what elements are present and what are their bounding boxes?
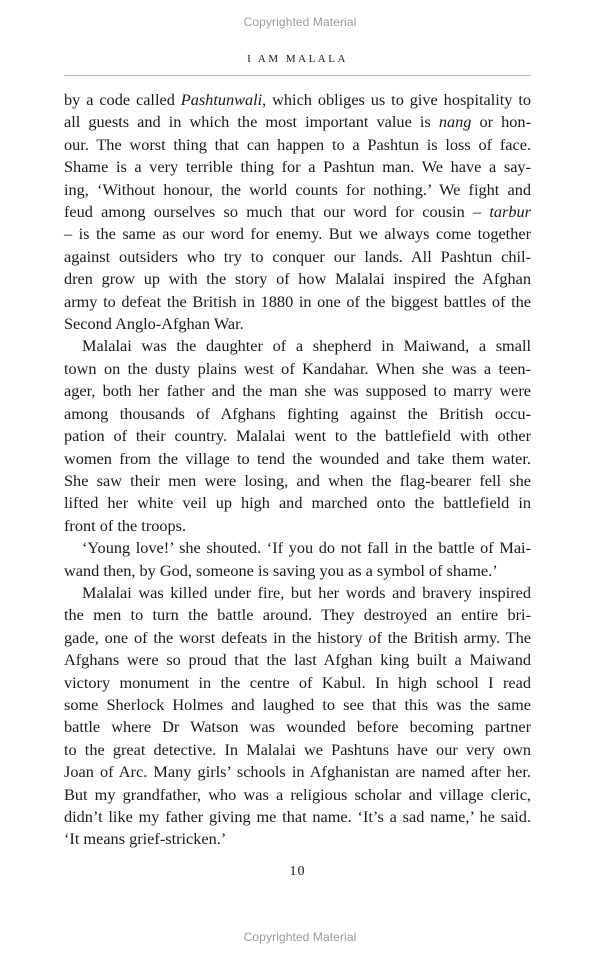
text-run: ing, ‘Without honour, the world counts for nothing.’ We fight and — [64, 179, 531, 199]
text-line — [64, 739, 531, 761]
text-line — [64, 672, 531, 694]
text-run: women from the village to tend the wounded and take them water. — [64, 448, 531, 468]
running-head: I AM MALALA — [247, 53, 348, 65]
text-line — [64, 111, 531, 133]
text-run: by a code called — [64, 90, 181, 109]
text-line — [64, 223, 531, 245]
text-line — [64, 179, 531, 201]
text-line — [64, 537, 531, 559]
text-run: gade, one of the worst defeats in the history of the British army. The — [64, 627, 531, 647]
text-run: or hon- — [471, 112, 531, 132]
italic-term: Pashtunwali — [180, 90, 263, 109]
text-line — [64, 604, 531, 626]
text-run: army to defeat the British in 1880 in one of the biggest battles of the — [64, 291, 531, 311]
text-run: ager, both her father and the man she was supposed to marry were — [64, 381, 531, 401]
text-line — [64, 313, 531, 335]
text-run: to the great detective. In Malalai we Pashtuns have our very own — [64, 739, 531, 759]
text-line — [64, 335, 531, 357]
text-run: wand then, by God, someone is saving you as a symbol of shame.’ — [64, 560, 498, 580]
text-run: ‘Young love!’ she shouted. ‘If you do not fall in the battle of Mai- — [82, 538, 531, 558]
text-run: Malalai was killed under fire, but her words and bravery inspired — [82, 582, 531, 602]
copyright-watermark-bottom: Copyrighted Material — [243, 930, 357, 944]
text-line — [64, 716, 531, 738]
text-run: against outsiders who try to conquer our lands. All Pashtun chil- — [64, 246, 531, 266]
text-run: the men to turn the battle around. They destroyed an entire bri- — [64, 605, 531, 625]
text-line — [64, 694, 531, 716]
text-run: all guests and in which the most important value is — [64, 112, 439, 132]
text-run: She saw their men were losing, and when the flag-bearer fell she — [64, 470, 531, 490]
text-line — [64, 492, 531, 514]
text-line — [64, 380, 531, 402]
text-run: lifted her white veil up high and marched onto the battlefield in — [64, 493, 531, 513]
text-run: Joan of Arc. Many girls’ schools in Afghanistan are named after her. — [64, 762, 531, 782]
text-line — [64, 156, 531, 178]
text-run: among thousands of Afghans fighting against the British occu- — [64, 403, 531, 423]
text-line — [64, 806, 531, 828]
text-line — [64, 403, 531, 425]
text-run: Malalai was the daughter of a shepherd in Maiwand, a small — [82, 336, 531, 356]
text-line — [64, 425, 531, 447]
text-run: Afghans were so proud that the last Afghan king built a Maiwand — [64, 650, 531, 670]
body-text — [64, 89, 531, 851]
text-run: Second Anglo-Afghan War. — [64, 314, 244, 334]
text-line — [64, 448, 531, 470]
text-run: ‘It means grief-stricken.’ — [64, 829, 227, 849]
text-line — [64, 268, 531, 290]
italic-term: tarbur — [489, 202, 531, 222]
text-run: Shame is a very terrible thing for a Pashtun man. We have a say- — [64, 157, 531, 177]
text-line — [64, 89, 531, 111]
text-line — [64, 470, 531, 492]
italic-term: nang — [438, 112, 472, 132]
text-run: town on the dusty plains west of Kandahar. When she was a teen- — [64, 358, 531, 378]
text-run: pation of their country. Malalai went to the battlefield with other — [64, 426, 531, 446]
text-run: our. The worst thing that can happen to a Pashtun is loss of face. — [64, 134, 531, 154]
text-line — [64, 582, 531, 604]
text-run: victory monument in the centre of Kabul. In high school I read — [64, 672, 531, 692]
text-line — [64, 134, 531, 156]
text-run: , which obliges us to give hospitality to — [262, 90, 531, 109]
text-line — [64, 761, 531, 783]
text-line — [64, 627, 531, 649]
text-run: didn’t like my father giving me that name. ‘It’s a sad name,’ he said. — [64, 807, 531, 826]
text-line — [64, 649, 531, 671]
text-line — [64, 246, 531, 268]
page-number: 10 — [289, 864, 306, 879]
text-run: some Sherlock Holmes and laughed to see that this was the same — [64, 694, 531, 714]
header-rule — [64, 75, 531, 76]
text-line — [64, 291, 531, 313]
text-line — [64, 828, 531, 850]
text-run: feud among ourselves so much that our word for cousin – — [64, 202, 490, 222]
text-line — [64, 560, 531, 582]
text-line — [64, 201, 531, 223]
text-line — [64, 515, 531, 537]
text-line — [64, 358, 531, 380]
text-run: battle where Dr Watson was wounded before becoming partner — [64, 717, 531, 737]
text-line — [64, 784, 531, 806]
text-run: – is the same as our word for enemy. But we always come together — [64, 224, 531, 244]
text-run: front of the troops. — [64, 515, 187, 535]
text-run: dren grow up with the story of how Malalai inspired the Afghan — [64, 269, 531, 289]
copyright-watermark-top: Copyrighted Material — [243, 15, 357, 29]
text-run: But my grandfather, who was a religious scholar and village cleric, — [64, 784, 531, 804]
